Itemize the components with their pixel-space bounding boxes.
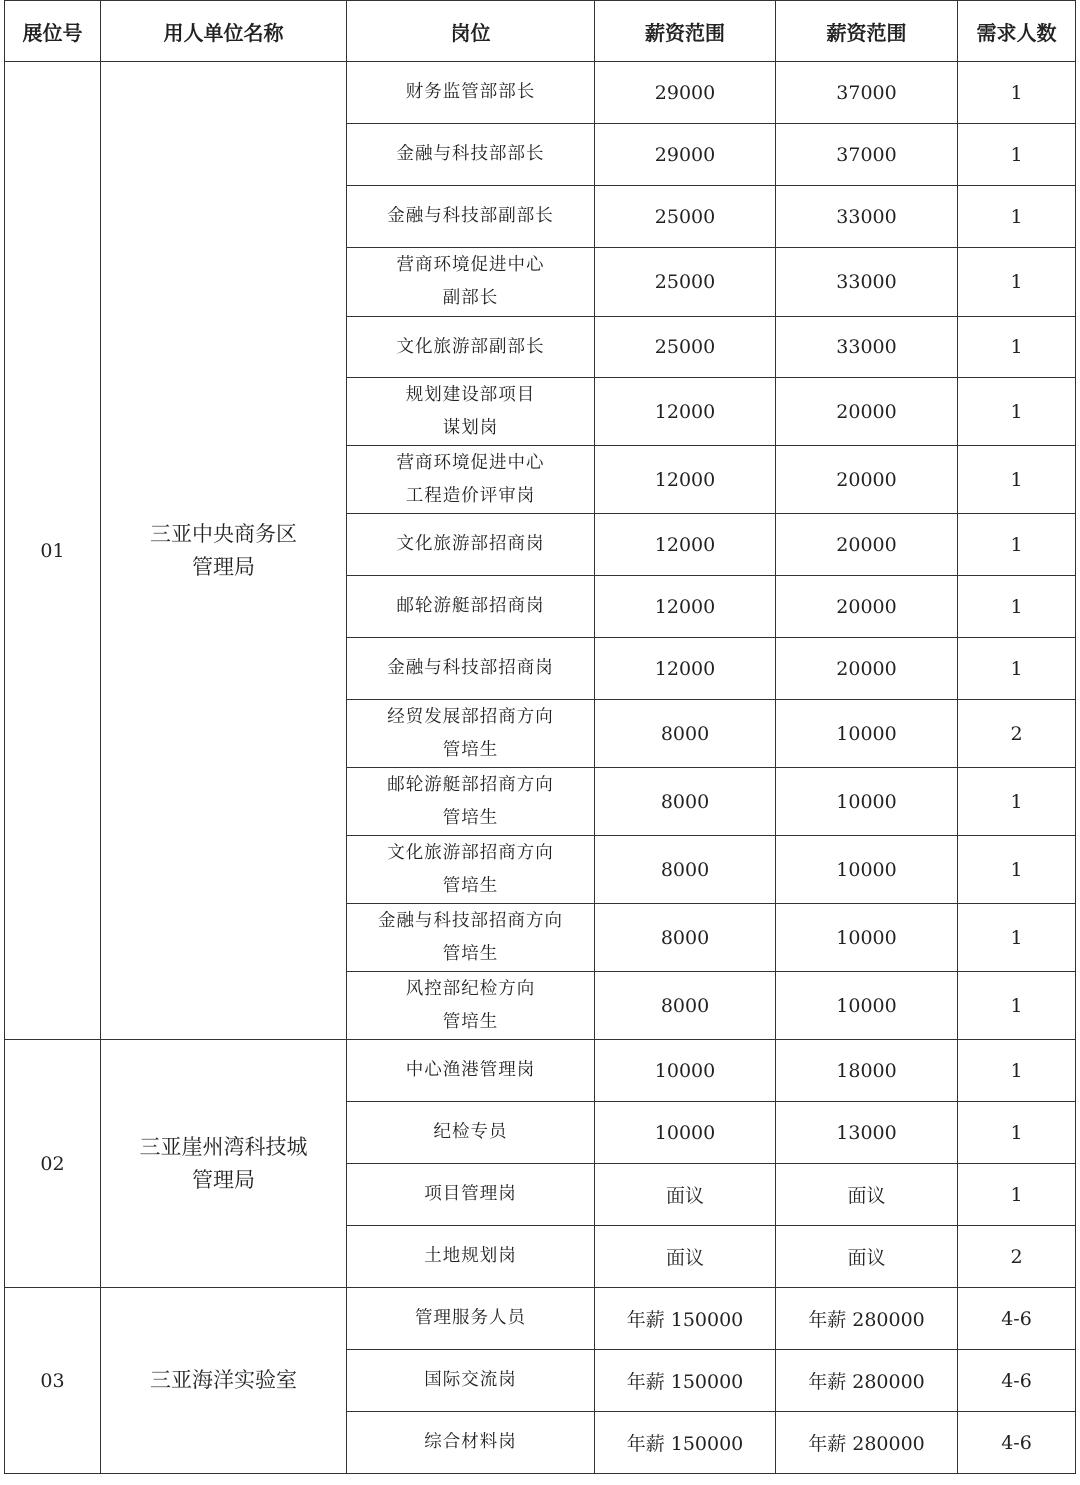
count-cell: 1 [958,317,1076,378]
position-line: 风控部纪检方向 [405,978,536,999]
salary-min-cell: 8000 [595,768,776,836]
position-cell [347,904,595,972]
header-booth: 展位号 [5,1,101,62]
count-cell: 1 [958,768,1076,836]
salary-min-cell: 25000 [595,317,776,378]
count-cell: 2 [958,1226,1076,1288]
salary-max-cell: 10000 [776,836,958,904]
count-cell: 4-6 [958,1350,1076,1412]
position-cell [347,378,595,446]
count-cell: 1 [958,248,1076,317]
salary-min-cell: 8000 [595,700,776,768]
header-row [5,1,1076,62]
count-cell: 1 [958,1040,1076,1102]
header-salary-max: 薪资范围 [776,1,958,62]
position-cell [347,514,595,576]
salary-min-cell: 年薪 150000 [595,1288,776,1350]
position-line: 管理服务人员 [415,1308,526,1328]
position-cell [347,62,595,124]
position-line: 国际交流岗 [424,1370,517,1390]
salary-min-cell: 12000 [595,576,776,638]
header-position: 岗位 [347,1,595,62]
position-line: 副部长 [442,288,499,308]
position-cell [347,248,595,317]
position-cell [347,638,595,700]
count-cell: 1 [958,378,1076,446]
salary-max-cell: 20000 [776,514,958,576]
org-name [101,1040,347,1288]
position-line: 金融与科技部副部长 [387,206,554,226]
position-cell [347,446,595,514]
salary-min-cell: 面议 [595,1164,776,1226]
count-cell: 1 [958,62,1076,124]
salary-max-cell: 20000 [776,576,958,638]
org-name-line: 三亚崖州湾科技城 [139,1134,308,1159]
salary-max-cell: 10000 [776,700,958,768]
count-cell: 1 [958,904,1076,972]
org-name-line: 三亚中央商务区 [150,521,297,546]
position-cell [347,1226,595,1288]
position-line: 中心渔港管理岗 [405,1060,536,1080]
count-cell: 2 [958,700,1076,768]
position-line: 经贸发展部招商方向 [387,706,554,727]
salary-max-cell: 面议 [776,1226,958,1288]
position-cell [347,1102,595,1164]
count-cell: 1 [958,972,1076,1040]
count-cell: 1 [958,576,1076,638]
position-cell [347,1350,595,1412]
position-cell [347,317,595,378]
salary-min-cell: 面议 [595,1226,776,1288]
count-cell: 1 [958,186,1076,248]
position-line: 土地规划岗 [424,1246,517,1266]
position-line: 邮轮游艇部招商方向 [387,774,554,795]
salary-max-cell: 13000 [776,1102,958,1164]
position-cell [347,768,595,836]
salary-min-cell: 10000 [595,1102,776,1164]
salary-max-cell: 10000 [776,768,958,836]
position-line: 管培生 [442,875,499,896]
position-cell [347,1164,595,1226]
table-row [5,1040,1076,1102]
position-cell [347,1040,595,1102]
salary-max-cell: 33000 [776,248,958,317]
salary-min-cell: 年薪 150000 [595,1350,776,1412]
salary-min-cell: 10000 [595,1040,776,1102]
header-salary-min: 薪资范围 [595,1,776,62]
salary-min-cell: 8000 [595,972,776,1040]
position-cell [347,836,595,904]
position-cell [347,1412,595,1474]
count-cell: 1 [958,1102,1076,1164]
salary-max-cell: 33000 [776,317,958,378]
position-cell [347,972,595,1040]
booth-number: 03 [5,1288,101,1474]
header-org: 用人单位名称 [101,1,347,62]
position-cell [347,700,595,768]
salary-min-cell: 12000 [595,446,776,514]
position-line: 营商环境促进中心 [396,255,545,275]
position-line: 文化旅游部招商岗 [396,534,545,554]
position-line: 工程造价评审岗 [405,485,536,506]
salary-max-cell: 37000 [776,62,958,124]
salary-min-cell: 12000 [595,638,776,700]
salary-min-cell: 12000 [595,378,776,446]
position-line: 文化旅游部副部长 [396,336,545,357]
position-line: 谋划岗 [442,417,499,438]
position-cell [347,1288,595,1350]
salary-min-cell: 8000 [595,904,776,972]
salary-max-cell: 20000 [776,446,958,514]
salary-min-cell: 12000 [595,514,776,576]
salary-max-cell: 10000 [776,972,958,1040]
salary-min-cell: 8000 [595,836,776,904]
count-cell: 1 [958,1164,1076,1226]
count-cell: 1 [958,124,1076,186]
position-line: 综合材料岗 [424,1432,517,1452]
salary-min-cell: 29000 [595,62,776,124]
count-cell: 1 [958,836,1076,904]
position-cell [347,124,595,186]
salary-max-cell: 20000 [776,378,958,446]
org-name-line: 管理局 [192,1167,255,1192]
org-name [101,62,347,1040]
salary-max-cell: 33000 [776,186,958,248]
table-body [5,62,1076,1474]
org-name-line: 管理局 [192,554,255,579]
salary-max-cell: 年薪 280000 [776,1412,958,1474]
position-line: 项目管理岗 [424,1184,517,1204]
salary-min-cell: 25000 [595,248,776,317]
position-line: 财务监管部部长 [405,82,536,102]
org-name-line: 三亚海洋实验室 [150,1368,297,1392]
salary-max-cell: 年薪 280000 [776,1288,958,1350]
position-line: 营商环境促进中心 [396,452,545,473]
salary-max-cell: 10000 [776,904,958,972]
count-cell: 1 [958,446,1076,514]
count-cell: 4-6 [958,1412,1076,1474]
position-line: 金融与科技部部长 [396,144,545,164]
recruitment-table [4,0,1076,1474]
salary-max-cell: 18000 [776,1040,958,1102]
booth-number: 02 [5,1040,101,1288]
position-line: 金融与科技部招商岗 [387,658,554,678]
salary-min-cell: 29000 [595,124,776,186]
org-name [101,1288,347,1474]
salary-max-cell: 年薪 280000 [776,1350,958,1412]
position-line: 邮轮游艇部招商岗 [396,596,545,616]
salary-max-cell: 面议 [776,1164,958,1226]
position-line: 文化旅游部招商方向 [387,842,554,863]
header-count: 需求人数 [958,1,1076,62]
position-cell [347,576,595,638]
table-row [5,62,1076,124]
count-cell: 1 [958,638,1076,700]
salary-max-cell: 20000 [776,638,958,700]
salary-max-cell: 37000 [776,124,958,186]
table-row [5,1288,1076,1350]
position-line: 管培生 [442,807,499,828]
count-cell: 4-6 [958,1288,1076,1350]
count-cell: 1 [958,514,1076,576]
salary-min-cell: 25000 [595,186,776,248]
salary-min-cell: 年薪 150000 [595,1412,776,1474]
position-line: 管培生 [442,943,499,964]
position-line: 纪检专员 [433,1122,508,1142]
position-cell [347,186,595,248]
position-line: 金融与科技部招商方向 [378,910,563,931]
booth-number: 01 [5,62,101,1040]
position-line: 规划建设部项目 [405,384,536,405]
position-line: 管培生 [442,739,499,760]
position-line: 管培生 [442,1011,499,1032]
